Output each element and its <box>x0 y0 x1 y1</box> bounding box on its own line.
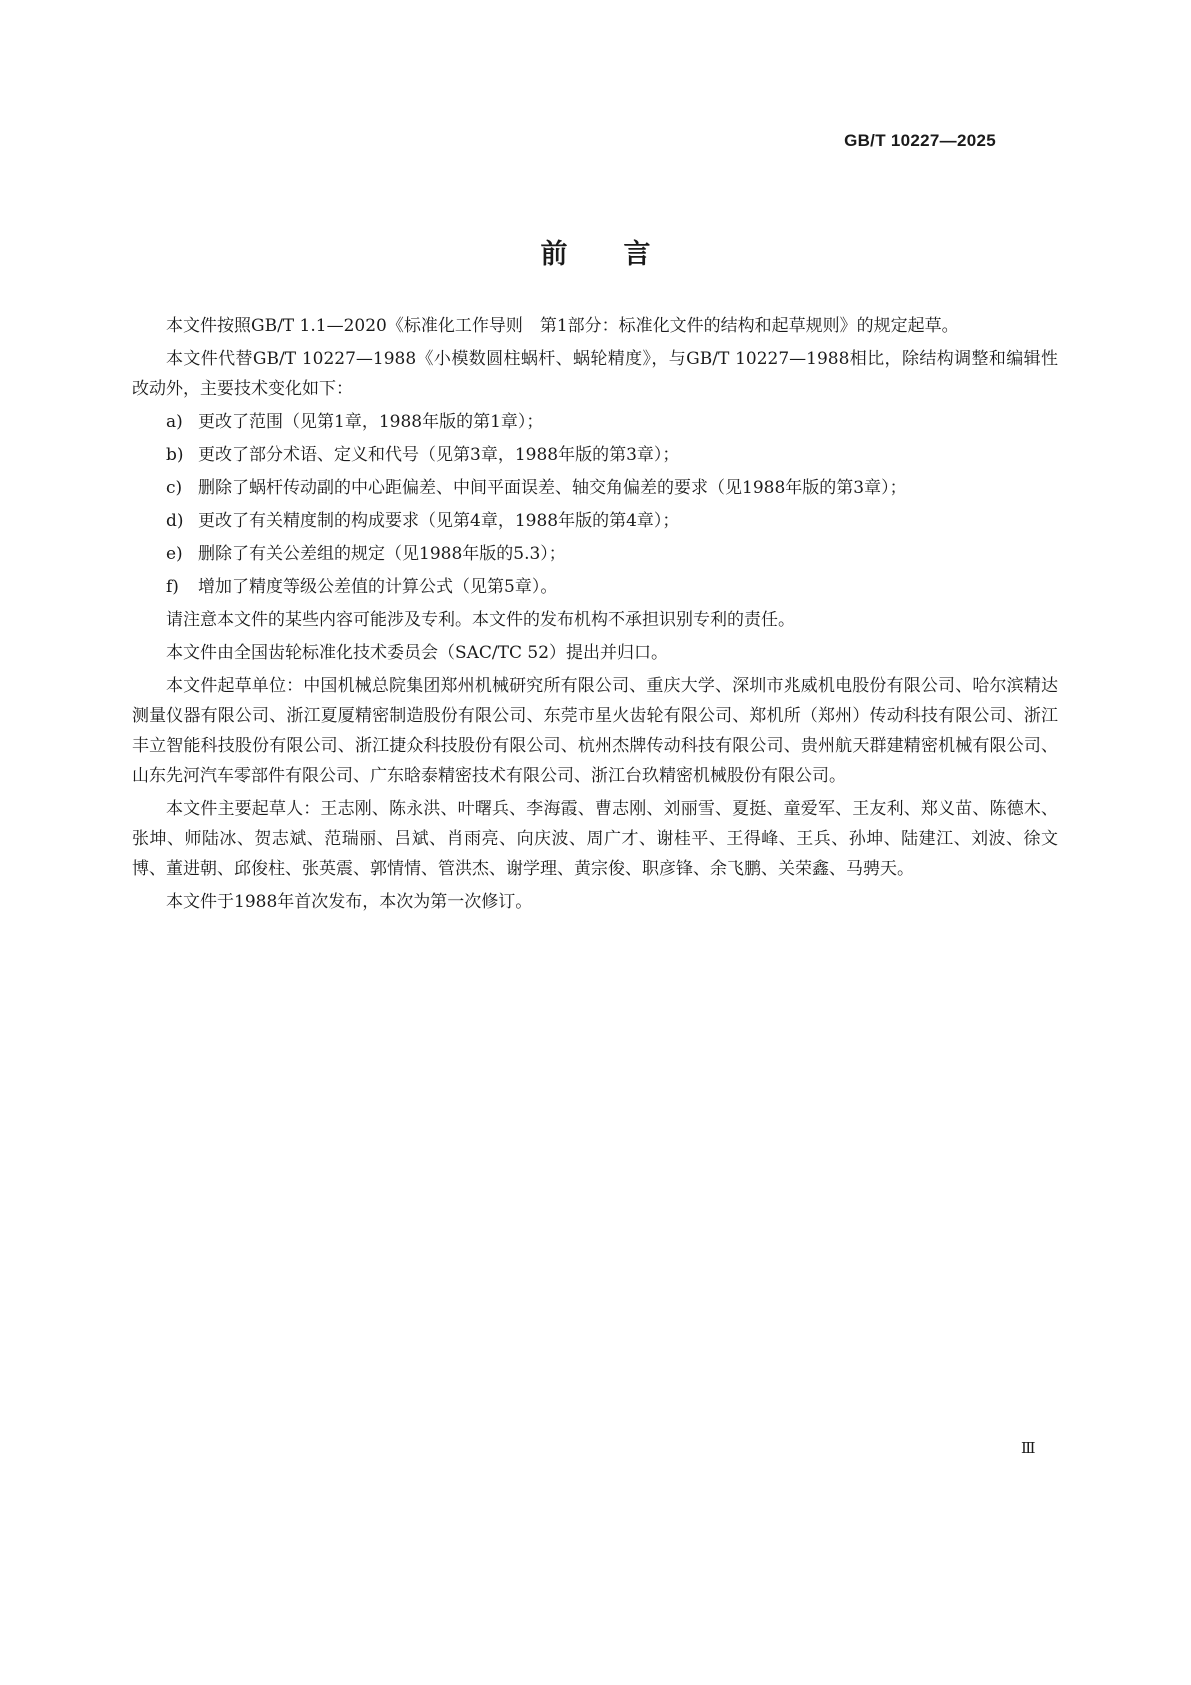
list-item-text: 更改了有关精度制的构成要求（见第4章，1988年版的第4章）； <box>198 511 680 531</box>
standard-code: GB/T 10227—2025 <box>844 131 996 150</box>
list-item-text: 删除了有关公差组的规定（见1988年版的5.3）； <box>198 544 566 564</box>
list-item-text: 更改了部分术语、定义和代号（见第3章，1988年版的第3章）； <box>198 445 680 465</box>
list-item <box>132 440 1058 470</box>
list-marker: a) <box>166 412 183 432</box>
list-item-text: 更改了范围（见第1章，1988年版的第1章）； <box>198 412 544 432</box>
list-marker: b) <box>166 445 184 465</box>
paragraph-replacement: 本文件代替GB/T 10227—1988《小模数圆柱蜗杆、蜗轮精度》，与GB/T 10227—1988相比，除结构调整和编辑性改动外，主要技术变化如下： <box>132 349 1058 399</box>
list-item-text: 增加了精度等级公差值的计算公式（见第5章）。 <box>198 577 558 597</box>
list-item <box>132 473 1058 503</box>
paragraph-patent-notice: 请注意本文件的某些内容可能涉及专利。本文件的发布机构不承担识别专利的责任。 <box>166 610 795 630</box>
list-item <box>132 407 1058 437</box>
paragraph-drafting-rules: 本文件按照GB/T 1.1—2020《标准化工作导则 第1部分：标准化文件的结构和起草规则》的规定起草。 <box>166 316 959 336</box>
list-marker: d) <box>166 511 184 531</box>
list-marker: f) <box>166 577 179 597</box>
changes-list <box>132 407 1058 602</box>
paragraph-drafters: 本文件主要起草人：王志刚、陈永洪、叶曙兵、李海霞、曹志刚、刘丽雪、夏挺、童爱军、王友利、郑义苗、陈德木、张坤、师陆冰、贺志斌、范瑞丽、吕斌、肖雨亮、向庆波、周广才、谢桂平、王得峰、王兵、孙坤、陆建江、刘波、徐文博、董进朝、邱俊柱、张英震、郭情情、管洪杰、谢学理、黄宗俊、职彦锋、余飞鹏、关荣鑫、马骋天。 <box>132 799 1058 879</box>
list-item <box>132 572 1058 602</box>
list-item-text: 删除了蜗杆传动副的中心距偏差、中间平面误差、轴交角偏差的要求（见1988年版的第3章）； <box>198 478 907 498</box>
paragraph-history: 本文件于1988年首次发布，本次为第一次修订。 <box>166 892 533 912</box>
paragraph-drafting-units: 本文件起草单位：中国机械总院集团郑州机械研究所有限公司、重庆大学、深圳市兆威机电股份有限公司、哈尔滨精达测量仪器有限公司、浙江夏厦精密制造股份有限公司、东莞市星火齿轮有限公司、郑机所（郑州）传动科技有限公司、浙江丰立智能科技股份有限公司、浙江捷众科技股份有限公司、杭州杰牌传动科技有限公司、贵州航天群建精密机械有限公司、山东先河汽车零部件有限公司、广东晗泰精密技术有限公司、浙江台玖精密机械股份有限公司。 <box>132 676 1058 786</box>
page-number: Ⅲ <box>1021 1439 1036 1457</box>
foreword-body <box>132 311 1058 920</box>
list-marker: c) <box>166 478 183 498</box>
list-item <box>132 539 1058 569</box>
list-marker: e) <box>166 544 183 564</box>
list-item <box>132 506 1058 536</box>
page-title: 前言 <box>540 239 707 270</box>
paragraph-proposer: 本文件由全国齿轮标准化技术委员会（SAC/TC 52）提出并归口。 <box>166 643 669 663</box>
